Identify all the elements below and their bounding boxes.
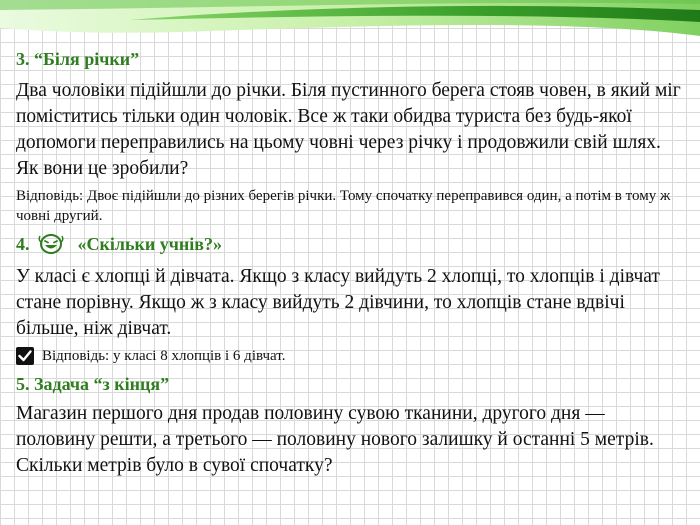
checkmark-icon [16, 347, 34, 365]
section-3-answer: Відповідь: Двоє підійшли до різних берегів річки. Тому спочатку переправився один, а потім в тому ж човні другий. [16, 188, 671, 224]
leaf-banner-icon [0, 0, 700, 48]
section-3-title: 3. “Біля річки” [16, 49, 140, 69]
section-4-text: У класі є хлопці й дівчата. Якщо з класу вийдуть 2 хлопці, то хлопців і дівчат стане порівну. Якщо ж з класу вийдуть 2 дівчини, то хлопців стане вдвічі більше, ніж дівчат. [16, 266, 660, 339]
section-3-text: Два чоловіки підійшли до річки. Біля пустинного берега стояв човен, в який міг поміститись тільки один чоловік. Все ж таки обидва туриста без будь-якої допомоги переправились на цьому човні через річку і продовжили свій шлях. Як вони це зробили? [16, 80, 681, 179]
section-5-title: 5. Задача “з кінця” [16, 374, 170, 394]
section-4-answer: Відповідь: у класі 8 хлопців і 6 дівчат. [42, 348, 286, 364]
section-5-text: Магазин першого дня продав половину сувою тканини, другого дня — половину решти, а третього — половину нового залишку й останні 5 метрів. Скільки метрів було в сувої спочатку? [16, 403, 654, 476]
laughing-face-icon [38, 233, 64, 255]
section-4-title [16, 232, 688, 256]
section-4-title-text: «Скільки учнів?» [77, 234, 222, 254]
page-content [16, 46, 688, 479]
section-4-answer-row [16, 346, 688, 366]
section-4-number: 4. [16, 234, 30, 254]
